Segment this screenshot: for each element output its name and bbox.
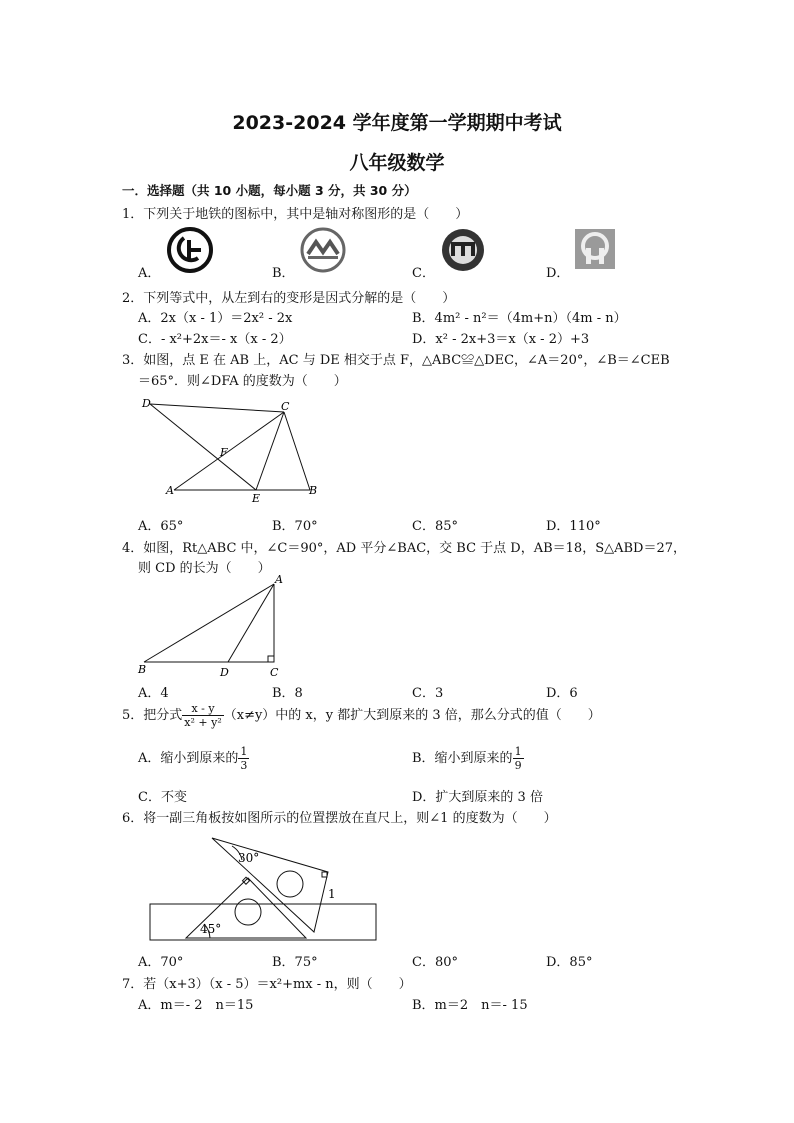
angle-45-label: 45° bbox=[200, 922, 222, 936]
question-4-option-d: D．6 bbox=[546, 686, 578, 701]
question-7-option-a: A．m＝- 2 n＝15 bbox=[138, 998, 254, 1013]
question-5-option-c: C．不变 bbox=[138, 790, 187, 805]
question-7-option-b: B．m＝2 n＝- 15 bbox=[412, 998, 528, 1013]
question-6-option-a: A．70° bbox=[138, 955, 184, 970]
label-F: F bbox=[220, 446, 228, 459]
label-D: D bbox=[142, 397, 151, 410]
fraction-denominator: 9 bbox=[514, 759, 522, 772]
angle-30-label: 30° bbox=[238, 851, 260, 865]
question-3-option-c: C．85° bbox=[412, 519, 458, 534]
question-3-option-a: A．65° bbox=[138, 519, 184, 534]
question-5-option-b bbox=[412, 745, 524, 772]
question-6-option-d: D．85° bbox=[546, 955, 593, 970]
label-C: C bbox=[270, 666, 279, 679]
fraction-denominator: 3 bbox=[240, 759, 248, 772]
question-5-option-d: D．扩大到原来的 3 倍 bbox=[412, 790, 543, 805]
question-6-option-c: C．80° bbox=[412, 955, 458, 970]
question-7-stem: 7．若（x+3）（x - 5）＝x²+mx - n，则（ ） bbox=[122, 977, 412, 992]
fraction-numerator: 1 bbox=[240, 745, 248, 758]
question-3-stem-line2: ＝65°．则∠DFA 的度数为（ ） bbox=[138, 374, 347, 389]
question-1-option-d: D． bbox=[546, 266, 570, 281]
option-b-fraction bbox=[513, 745, 524, 772]
label-C: C bbox=[281, 400, 290, 413]
label-B: B bbox=[138, 663, 147, 676]
question-4-stem-line2: 则 CD 的长为（ ） bbox=[138, 561, 271, 576]
label-A: A bbox=[166, 484, 174, 497]
question-4-figure bbox=[134, 572, 294, 680]
question-5-stem bbox=[122, 702, 601, 729]
fraction-numerator: x - y bbox=[182, 702, 223, 716]
question-6-option-b: B．75° bbox=[272, 955, 318, 970]
question-5-fraction bbox=[182, 702, 223, 729]
question-5-stem-post: （x≠y）中的 x，y 都扩大到原来的 3 倍，那么分式的值（ ） bbox=[223, 708, 601, 723]
question-3-stem-line1: 3．如图，点 E 在 AB 上，AC 与 DE 相交于点 F，△ABC≌△DEC，∠A＝20°，∠B＝∠CEB bbox=[122, 353, 670, 368]
fraction-numerator: 1 bbox=[514, 745, 522, 758]
question-4-stem-line1: 4．如图，Rt△ABC 中，∠C＝90°，AD 平分∠BAC，交 BC 于点 D，AB＝18，S△ABD＝27， bbox=[122, 541, 687, 556]
question-6-figure bbox=[146, 832, 382, 942]
fraction-denominator: x² + y² bbox=[184, 716, 222, 729]
angle-1-label: 1 bbox=[328, 887, 336, 901]
question-6-stem: 6．将一副三角板按如图所示的位置摆放在直尺上，则∠1 的度数为（ ） bbox=[122, 811, 557, 826]
question-2-option-d: D．x² - 2x+3＝x（x - 2）+3 bbox=[412, 332, 590, 347]
label-B: B bbox=[309, 484, 318, 497]
question-5-option-a bbox=[138, 745, 249, 772]
question-1-stem: 1．下列关于地铁的图标中，其中是轴对称图形的是（ ） bbox=[122, 207, 469, 222]
option-b-text: B．缩小到原来的 bbox=[412, 751, 513, 766]
label-D: D bbox=[220, 666, 229, 679]
section-heading: 一．选择题（共 10 小题，每小题 3 分，共 30 分） bbox=[122, 183, 417, 198]
question-5-stem-pre: 5．把分式 bbox=[122, 708, 183, 723]
option-a-text: A．缩小到原来的 bbox=[138, 751, 239, 766]
label-E: E bbox=[252, 492, 261, 504]
subway-logo-a-icon bbox=[164, 226, 216, 274]
question-2-option-a: A．2x（x - 1）＝2x² - 2x bbox=[138, 311, 293, 326]
question-2-option-b: B．4m² - n²＝（4m+n）（4m - n） bbox=[412, 311, 627, 326]
exam-title: 2023-2024 学年度第一学期期中考试 bbox=[232, 112, 562, 134]
question-3-option-d: D．110° bbox=[546, 519, 601, 534]
question-2-stem: 2．下列等式中，从左到右的变形是因式分解的是（ ） bbox=[122, 291, 456, 306]
question-1-option-c: C． bbox=[412, 266, 435, 281]
question-4-option-a: A．4 bbox=[138, 686, 169, 701]
question-3-option-b: B．70° bbox=[272, 519, 318, 534]
option-a-fraction bbox=[238, 745, 249, 772]
question-4-option-b: B．8 bbox=[272, 686, 303, 701]
question-4-option-c: C．3 bbox=[412, 686, 444, 701]
subway-logo-d-icon bbox=[572, 226, 618, 272]
question-2-option-c: C．- x²+2x＝- x（x - 2） bbox=[138, 332, 292, 347]
question-1-option-b: B． bbox=[272, 266, 295, 281]
question-3-figure bbox=[136, 392, 326, 504]
subway-logo-b-icon bbox=[298, 226, 348, 274]
exam-subtitle: 八年级数学 bbox=[349, 152, 445, 174]
subway-logo-c-icon bbox=[438, 226, 488, 274]
question-1-option-a: A． bbox=[138, 266, 161, 281]
label-A: A bbox=[275, 573, 283, 586]
